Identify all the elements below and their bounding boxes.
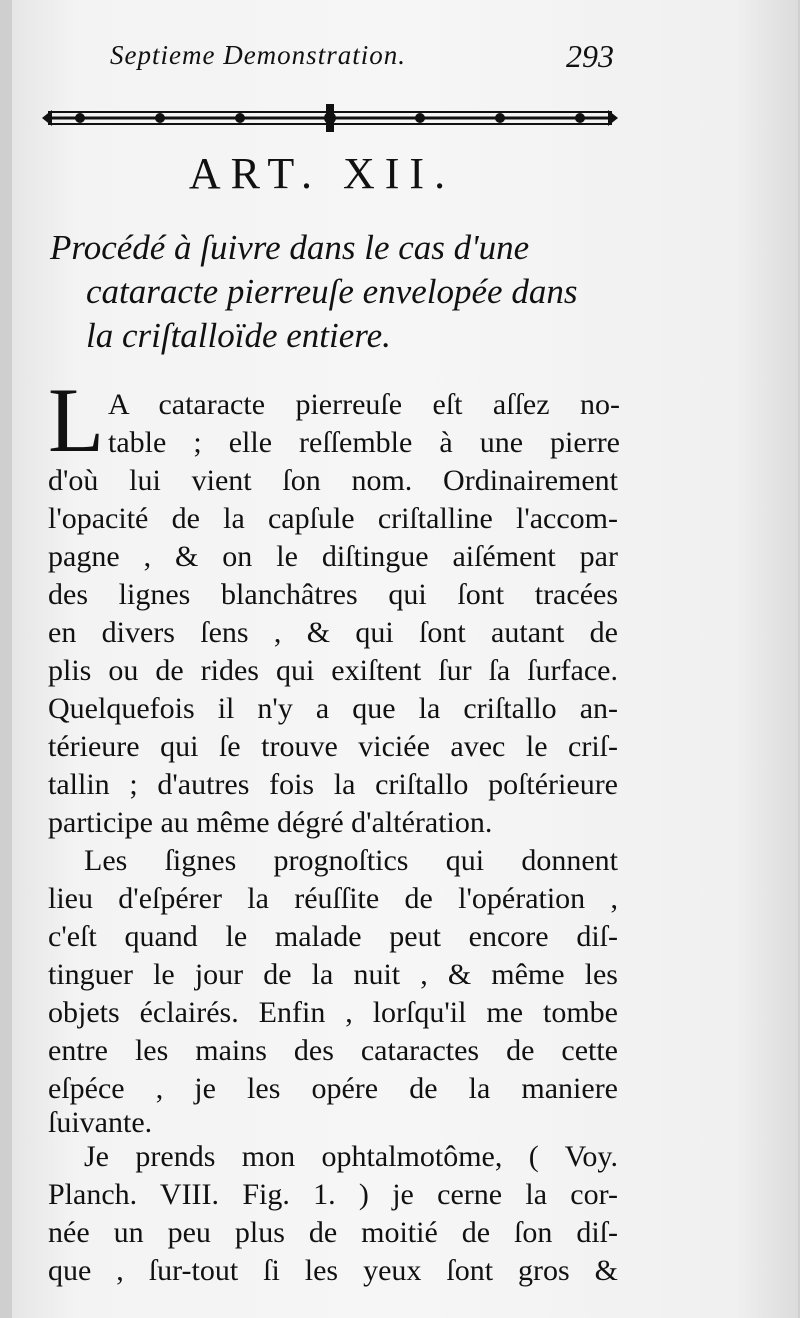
text-line: Quelquefois il n'y a que la criſtallo an- xyxy=(48,692,618,725)
article-heading: ART. XII. xyxy=(188,149,456,198)
text-line: c'eſt quand le malade peut encore diſ- xyxy=(48,920,618,953)
drop-cap: L xyxy=(48,369,105,471)
text-line: des lignes blanchâtres qui ſont tracées xyxy=(48,578,618,611)
text-line: lieu d'eſpérer la réuſſite de l'opération , xyxy=(48,882,618,915)
text-line: Les ſignes prognoſtics qui donnent xyxy=(84,844,618,877)
text-line: plis ou de rides qui exiſtent ſur ſa ſurface. xyxy=(48,654,618,687)
text-line: Je prends mon ophtalmotôme, ( Voy. xyxy=(84,1140,618,1173)
article-subtitle-line: la criſtalloïde entiere. xyxy=(86,316,391,355)
text-line: pagne , & on le diſtingue aiſément par xyxy=(48,540,618,573)
ornamental-rule xyxy=(40,100,620,136)
text-line: en divers ſens , & qui ſont autant de xyxy=(48,616,618,649)
text-line: née un peu plus de moitié de ſon diſ- xyxy=(48,1216,618,1249)
text-line: table ; elle reſſemble à une pierre xyxy=(108,426,620,459)
text-line: que , ſur-tout ſi les yeux ſont gros & xyxy=(48,1254,618,1287)
text-line: l'opacité de la capſule criſtalline l'accom- xyxy=(48,502,618,535)
text-line: térieure qui ſe trouve viciée avec le criſ- xyxy=(48,730,618,763)
text-line: objets éclairés. Enfin , lorſqu'il me tombe xyxy=(48,996,618,1029)
running-head xyxy=(104,36,614,78)
text-line: Planch. VIII. Fig. 1. ) je cerne la cor- xyxy=(48,1178,618,1211)
text-line: entre les mains des cataractes de cette xyxy=(48,1034,618,1067)
book-page xyxy=(12,0,798,1318)
article-subtitle-line: Procédé à ſuivre dans le cas d'une xyxy=(50,228,530,267)
page-number: 293 xyxy=(566,38,614,74)
article-subtitle-line: cataracte pierreuſe envelopée dans xyxy=(86,272,578,311)
text-line: tallin ; d'autres fois la criſtallo poſtérieure xyxy=(48,768,618,801)
text-line: tinguer le jour de la nuit , & même les xyxy=(48,958,618,991)
text-line: eſpéce , je les opére de la maniere xyxy=(48,1072,618,1105)
text-line: participe au même dégré d'altération. xyxy=(48,806,493,839)
text-line: ſuivante. xyxy=(48,1106,153,1139)
running-title: Septieme Demonstration. xyxy=(110,40,406,70)
text-line: d'où lui vient ſon nom. Ordinairement xyxy=(48,464,618,497)
text-line: A cataracte pierreuſe eſt aſſez no- xyxy=(108,388,620,421)
